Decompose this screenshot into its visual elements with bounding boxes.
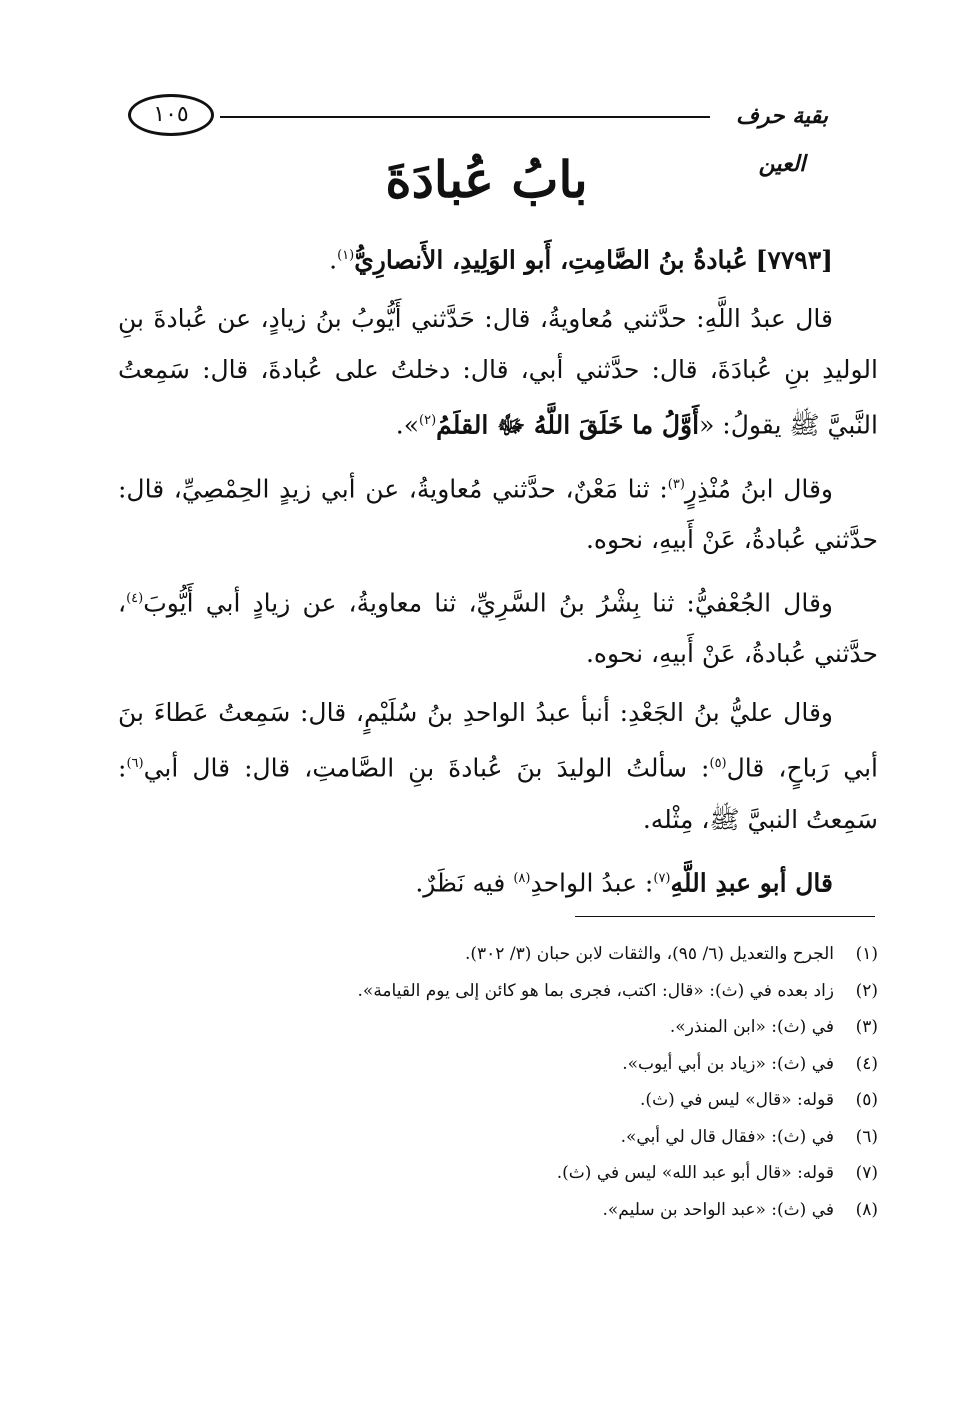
chapter-title: بابُ عُبادَةَ xyxy=(385,150,588,209)
footnote-separator xyxy=(575,916,875,917)
footnote xyxy=(118,1046,878,1083)
text-segment: وقال عليُّ بنُ الجَعْدِ: أنبأ عبدُ الواحدِ بنُ سُلَيْمٍ، قال: سَمِعتُ عَطاءَ بنَ أبي رَباحٍ، قال xyxy=(118,698,878,783)
footnote-text: الجرح والتعديل (٦/ ٩٥)، والثقات لابن حبان (٣/ ٣٠٢). xyxy=(465,944,834,964)
paragraph xyxy=(118,459,878,565)
footnote-ref[interactable]: (٦) xyxy=(126,756,144,772)
footnote xyxy=(118,1119,878,1156)
footnote-ref[interactable]: (٥) xyxy=(709,756,727,772)
footnote xyxy=(118,1155,878,1192)
entry-heading xyxy=(118,230,878,285)
footnote-number: (٣) xyxy=(855,1017,878,1037)
footnotes xyxy=(118,936,878,1228)
paragraph xyxy=(118,853,878,908)
entry-end: . xyxy=(329,245,338,275)
footnote-number: (٢) xyxy=(855,980,878,1001)
header-rule xyxy=(220,116,710,118)
footnote-number: (٤) xyxy=(855,1053,878,1074)
footnote-ref[interactable]: (٢) xyxy=(419,413,437,429)
footnote-number: (٨) xyxy=(855,1199,878,1220)
footnote-ref[interactable]: (٨) xyxy=(513,870,531,886)
text-segment: : سَمِعتُ النبيَّ ﷺ، مِثْله. xyxy=(118,753,878,834)
footnote-number: (١) xyxy=(855,944,878,964)
footnote-ref[interactable]: (٧) xyxy=(653,870,671,886)
entry-title: عُبادةُ بنُ الصَّامِتِ، أَبو الوَلِيدِ، الأَنصارِيُّ xyxy=(354,245,748,275)
page-number: ١٠٥ xyxy=(128,94,214,136)
paragraph xyxy=(118,687,878,844)
footnote-number: (٥) xyxy=(855,1090,878,1110)
text-segment: وقال ابنُ مُنْذِرٍ xyxy=(684,473,834,503)
text-segment: ». xyxy=(395,410,420,440)
footnote-ref[interactable]: (٣) xyxy=(667,476,685,492)
footnote xyxy=(118,1082,878,1119)
footnote xyxy=(118,973,878,1010)
paragraphs xyxy=(118,293,878,908)
entry-number: [٧٧٩٣] xyxy=(755,245,833,275)
main-text xyxy=(118,230,878,916)
footnote-ref[interactable]: (٤) xyxy=(126,590,144,606)
footnote-number: (٧) xyxy=(855,1163,878,1183)
running-head: بقية حرف العين xyxy=(736,103,828,177)
bold-text: أَوَّلُ ما خَلَقَ اللَّهُ ﷻ القلَمُ xyxy=(436,410,700,440)
footnote-text: في (ث): «زياد بن أبي أيوب». xyxy=(622,1053,834,1074)
footnote-text: زاد بعده في (ث): «قال: اكتب، فجرى بما هو كائن إلى يوم القيامة». xyxy=(357,980,834,1001)
footnote-number: (٦) xyxy=(855,1126,878,1147)
footnote-text: في (ث): «ابن المنذر». xyxy=(669,1017,834,1037)
text-segment: ، حدَّثني عُبادةُ، عَنْ أَبيهِ، نحوه. xyxy=(118,588,878,669)
footnote-text: في (ث): «فقال قال لي أبي». xyxy=(620,1126,834,1147)
footnote-text: قوله: «قال أبو عبد الله» ليس في (ث). xyxy=(556,1163,834,1183)
paragraph xyxy=(118,293,878,450)
footnote xyxy=(118,936,878,973)
text-segment: : ثنا مَعْنٌ، حدَّثني مُعاويةُ، عن أبي زيدٍ الحِمْصِيِّ، قال: حدَّثني عُبادةُ، عَنْ أَبيهِ، نحوه. xyxy=(118,473,878,554)
page-header xyxy=(128,92,848,177)
paragraph xyxy=(118,573,878,679)
bold-text: قال أبو عبدِ اللَّهِ xyxy=(670,867,833,897)
footnote-ref[interactable]: (١) xyxy=(337,248,355,263)
text-segment: قال عبدُ اللَّهِ: حدَّثني مُعاويةُ، قال: حَدَّثني أَيُّوبُ بنُ زيادٍ، عن عُبادةَ بنِ الوليدِ بنِ عُبادَةَ، قال: حدَّثني أبي، قال: دخلتُ على عُبادةَ، قال: سَمِعتُ النَّبيَّ ﷺ يقولُ: « xyxy=(118,304,878,440)
footnote-text: في (ث): «عبد الواحد بن سليم». xyxy=(602,1199,834,1220)
footnote-text: قوله: «قال» ليس في (ث). xyxy=(640,1090,834,1110)
footnote xyxy=(118,1009,878,1046)
text-segment: : عبدُ الواحدِ xyxy=(530,867,654,897)
text-segment: : سألتُ الوليدَ بنَ عُبادةَ بنِ الصَّامتِ، قال: قال أبي xyxy=(143,753,710,783)
footnote xyxy=(118,1192,878,1229)
text-segment: فيه نَظَرٌ. xyxy=(415,867,514,897)
text-segment: وقال الجُعْفيُّ: ثنا بِشْرُ بنُ السَّرِيِّ، ثنا معاويةُ، عن زيادٍ أبي أَيُّوبَ xyxy=(143,588,833,618)
